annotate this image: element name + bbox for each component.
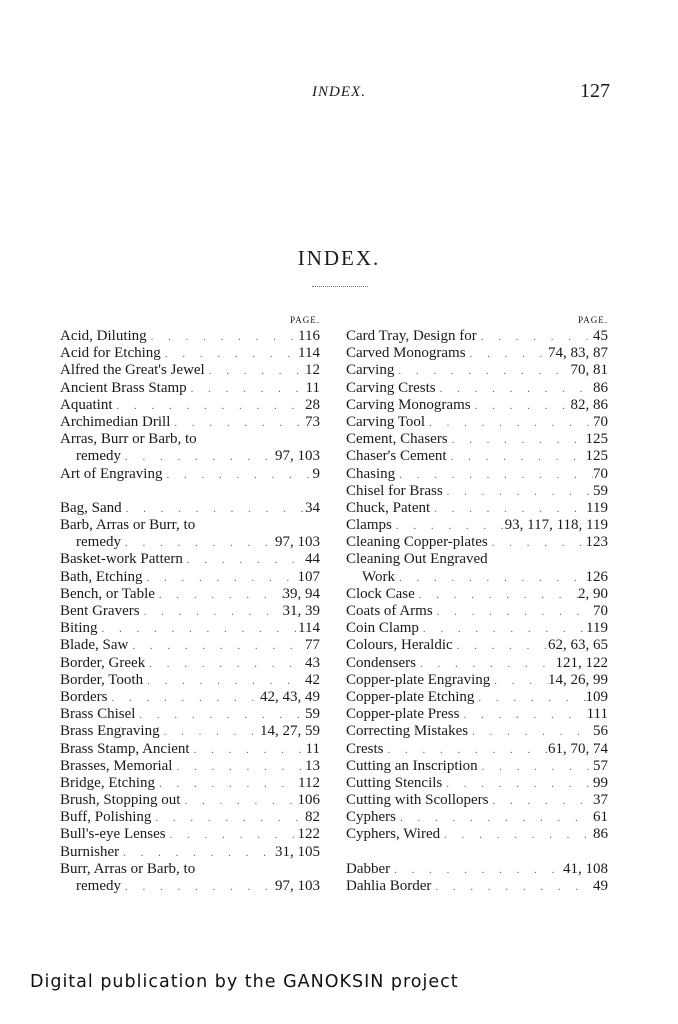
entry-pages: 49 bbox=[593, 878, 608, 894]
entry-pages: 61, 70, 74 bbox=[548, 740, 608, 757]
entry-pages: 106 bbox=[297, 792, 320, 809]
entry-label: Work bbox=[362, 568, 395, 585]
entry-label: remedy bbox=[76, 448, 121, 465]
entry-pages: 37 bbox=[593, 792, 608, 809]
index-entry bbox=[60, 500, 320, 517]
index-entry bbox=[60, 792, 320, 809]
index-entry bbox=[346, 861, 608, 878]
entry-label: Cement, Chasers bbox=[346, 431, 448, 448]
entry-label: Burnisher bbox=[60, 843, 120, 860]
entry-label: Cyphers, Wired bbox=[346, 826, 441, 843]
entry-label: Bent Gravers bbox=[60, 603, 140, 619]
dot-leader bbox=[433, 604, 593, 621]
index-entry bbox=[60, 775, 320, 792]
entry-pages: 61 bbox=[593, 809, 608, 826]
index-entry bbox=[60, 448, 320, 465]
entry-label: Dahlia Border bbox=[346, 878, 432, 894]
dot-leader bbox=[128, 638, 305, 655]
dot-leader bbox=[468, 724, 593, 741]
entry-pages: 86 bbox=[593, 379, 608, 396]
dot-leader bbox=[151, 810, 305, 827]
entry-pages: 70, 81 bbox=[570, 362, 608, 379]
dot-leader bbox=[474, 690, 585, 707]
dot-leader bbox=[143, 673, 305, 690]
entry-label: remedy bbox=[76, 534, 121, 551]
entry-pages: 82 bbox=[305, 809, 320, 826]
dot-leader bbox=[431, 879, 593, 896]
footer-credit: Digital publication by the GANOKSIN project bbox=[30, 972, 459, 992]
entry-pages: 43 bbox=[305, 654, 320, 671]
entry-label: Aquatint bbox=[60, 396, 113, 413]
entry-pages: 62, 63, 65 bbox=[548, 637, 608, 654]
entry-label: Clock Case bbox=[346, 585, 415, 602]
dot-leader bbox=[477, 329, 593, 346]
index-entry bbox=[60, 637, 320, 654]
entry-label: Condensers bbox=[346, 654, 416, 671]
entry-pages: 93, 117, 118, 119 bbox=[504, 517, 608, 534]
entry-label: Clamps bbox=[346, 517, 392, 534]
entry-label: Bench, or Table bbox=[60, 585, 155, 602]
entry-pages: 34 bbox=[305, 499, 320, 516]
dot-leader bbox=[161, 346, 298, 363]
entry-label: Cutting an Inscription bbox=[346, 757, 478, 774]
entry-pages: 121, 122 bbox=[555, 654, 608, 671]
index-entry bbox=[60, 328, 320, 345]
dot-leader bbox=[415, 587, 578, 604]
entry-pages: 125 bbox=[585, 448, 608, 465]
dot-leader bbox=[447, 449, 586, 466]
dot-leader bbox=[180, 793, 297, 810]
dot-leader bbox=[394, 363, 570, 380]
entry-pages: 70 bbox=[593, 465, 608, 482]
entry-label: Barb, Arras or Burr, to bbox=[60, 517, 196, 534]
index-entry bbox=[60, 620, 320, 637]
entry-label: Art of Engraving bbox=[60, 465, 163, 482]
entry-pages: 114 bbox=[298, 620, 320, 637]
index-entry bbox=[346, 603, 608, 620]
entry-pages: 2, 90 bbox=[578, 585, 608, 602]
index-entry bbox=[346, 741, 608, 758]
dot-leader bbox=[190, 742, 306, 759]
entry-label: Brass Chisel bbox=[60, 706, 136, 723]
dot-leader bbox=[98, 621, 299, 638]
entry-label: Coin Clamp bbox=[346, 620, 419, 637]
entry-label: Correcting Mistakes bbox=[346, 723, 469, 740]
index-entry bbox=[346, 500, 608, 517]
dot-leader bbox=[119, 845, 275, 862]
ornamental-rule bbox=[312, 286, 368, 287]
dot-leader bbox=[145, 656, 305, 673]
index-entry bbox=[346, 792, 608, 809]
index-entry bbox=[60, 809, 320, 826]
index-entry bbox=[346, 723, 608, 740]
entry-pages: 125 bbox=[585, 431, 608, 448]
dot-leader bbox=[143, 570, 298, 587]
entry-pages: 70 bbox=[593, 603, 608, 619]
dot-leader bbox=[430, 501, 586, 518]
dot-leader bbox=[488, 535, 586, 552]
entry-label: Cutting with Scollopers bbox=[346, 792, 489, 809]
dot-leader bbox=[471, 398, 571, 415]
entry-label: Copper-plate Engraving bbox=[346, 671, 491, 688]
dot-leader bbox=[121, 535, 275, 552]
index-entry bbox=[60, 397, 320, 414]
entry-label: Burr, Arras or Barb, to bbox=[60, 860, 196, 877]
dot-leader bbox=[448, 432, 586, 449]
index-entry bbox=[346, 483, 608, 500]
dot-leader bbox=[113, 398, 306, 415]
dot-leader bbox=[395, 467, 593, 484]
dot-leader bbox=[183, 552, 305, 569]
entry-pages: 73 bbox=[305, 413, 320, 430]
entry-label: Bridge, Etching bbox=[60, 774, 155, 791]
entry-label: Blade, Saw bbox=[60, 637, 129, 654]
dot-leader bbox=[419, 621, 586, 638]
entry-label: Bull's-eye Lenses bbox=[60, 826, 166, 843]
entry-pages: 11 bbox=[305, 740, 320, 757]
index-entry bbox=[346, 655, 608, 672]
dot-leader bbox=[170, 415, 305, 432]
index-entry bbox=[60, 844, 320, 861]
index-entry bbox=[346, 466, 608, 483]
entry-pages: 86 bbox=[593, 826, 608, 843]
index-entry bbox=[60, 431, 320, 448]
entry-label: Cleaning Copper-plates bbox=[346, 534, 488, 551]
entry-label: Chaser's Cement bbox=[346, 448, 447, 465]
entry-label: Colours, Heraldic bbox=[346, 637, 453, 654]
index-entry bbox=[60, 655, 320, 672]
entry-pages: 111 bbox=[586, 706, 608, 723]
index-entry bbox=[60, 826, 320, 843]
entry-label: Border, Greek bbox=[60, 654, 146, 671]
entry-label: Card Tray, Design for bbox=[346, 328, 477, 344]
entry-label: Acid, Diluting bbox=[60, 328, 147, 344]
index-entry bbox=[346, 414, 608, 431]
entry-label: Cutting Stencils bbox=[346, 774, 443, 791]
entry-label: Chasing bbox=[346, 465, 396, 482]
entry-label: Coats of Arms bbox=[346, 603, 433, 619]
entry-label: remedy bbox=[76, 878, 121, 894]
index-entry bbox=[60, 706, 320, 723]
section-gap bbox=[60, 483, 320, 500]
dot-leader bbox=[162, 467, 312, 484]
entry-label: Carving Tool bbox=[346, 413, 426, 430]
dot-leader bbox=[187, 381, 306, 398]
entry-label: Basket-work Pattern bbox=[60, 551, 183, 568]
entry-pages: 44 bbox=[305, 551, 320, 568]
index-entry bbox=[60, 689, 320, 706]
index-entry bbox=[60, 362, 320, 379]
dot-leader bbox=[396, 810, 593, 827]
entry-pages: 123 bbox=[585, 534, 608, 551]
index-column-left bbox=[60, 314, 320, 895]
entry-label: Brush, Stopping out bbox=[60, 792, 181, 809]
index-entry bbox=[346, 362, 608, 379]
index-entry bbox=[346, 706, 608, 723]
dot-leader bbox=[416, 656, 556, 673]
index-entry bbox=[346, 689, 608, 706]
index-entry bbox=[60, 414, 320, 431]
entry-pages: 39, 94 bbox=[282, 585, 320, 602]
dot-leader bbox=[395, 570, 586, 587]
index-entry bbox=[346, 637, 608, 654]
index-entry bbox=[60, 380, 320, 397]
entry-label: Ancient Brass Stamp bbox=[60, 379, 187, 396]
entry-pages: 114 bbox=[298, 345, 320, 362]
entry-pages: 82, 86 bbox=[570, 396, 608, 413]
dot-leader bbox=[478, 759, 593, 776]
index-entry bbox=[346, 517, 608, 534]
dot-leader bbox=[384, 742, 549, 759]
dot-leader bbox=[489, 793, 594, 810]
index-entry bbox=[60, 466, 320, 483]
entry-label: Brass Engraving bbox=[60, 723, 160, 740]
entry-pages: 14, 27, 59 bbox=[260, 723, 320, 740]
entry-label: Chisel for Brass bbox=[346, 482, 443, 499]
page-column-label: PAGE. bbox=[578, 315, 608, 325]
index-entry bbox=[60, 723, 320, 740]
dot-leader bbox=[205, 363, 305, 380]
dot-leader bbox=[392, 518, 505, 535]
entry-label: Brasses, Memorial bbox=[60, 757, 173, 774]
index-entry bbox=[346, 431, 608, 448]
entry-pages: 28 bbox=[305, 396, 320, 413]
entry-label: Carving bbox=[346, 362, 395, 379]
entry-pages: 70 bbox=[593, 413, 608, 430]
entry-pages: 116 bbox=[298, 328, 320, 344]
entry-pages: 31, 105 bbox=[275, 843, 320, 860]
entry-pages: 97, 103 bbox=[275, 448, 320, 465]
entry-label: Archimedian Drill bbox=[60, 413, 171, 430]
entry-pages: 99 bbox=[593, 774, 608, 791]
index-entry bbox=[60, 345, 320, 362]
index-entry bbox=[346, 397, 608, 414]
entry-pages: 59 bbox=[305, 706, 320, 723]
entry-label: Bath, Etching bbox=[60, 568, 143, 585]
dot-leader bbox=[121, 449, 275, 466]
index-entry bbox=[346, 380, 608, 397]
index-entry bbox=[346, 878, 608, 895]
entry-pages: 107 bbox=[297, 568, 320, 585]
index-entry bbox=[346, 775, 608, 792]
index-entry bbox=[60, 534, 320, 551]
entry-label: Brass Stamp, Ancient bbox=[60, 740, 190, 757]
index-entry bbox=[346, 534, 608, 551]
entry-label: Acid for Etching bbox=[60, 345, 161, 362]
entry-label: Bag, Sand bbox=[60, 499, 122, 516]
entry-pages: 11 bbox=[305, 379, 320, 396]
index-entry bbox=[60, 861, 320, 878]
entry-pages: 12 bbox=[305, 362, 320, 379]
entry-pages: 77 bbox=[305, 637, 320, 654]
index-entry bbox=[346, 809, 608, 826]
dot-leader bbox=[440, 827, 593, 844]
entry-pages: 13 bbox=[305, 757, 320, 774]
dot-leader bbox=[172, 759, 305, 776]
entry-label: Dabber bbox=[346, 860, 391, 877]
index-entry bbox=[60, 586, 320, 603]
index-entry bbox=[346, 448, 608, 465]
entry-label: Copper-plate Etching bbox=[346, 688, 475, 705]
entry-pages: 56 bbox=[593, 723, 608, 740]
entry-pages: 109 bbox=[585, 688, 608, 705]
entry-pages: 126 bbox=[585, 568, 608, 585]
dot-leader bbox=[108, 690, 261, 707]
dot-leader bbox=[140, 604, 283, 621]
dot-leader bbox=[443, 484, 593, 501]
entry-label: Carved Monograms bbox=[346, 345, 466, 362]
entry-pages: 14, 26, 99 bbox=[548, 671, 608, 688]
index-entry bbox=[346, 672, 608, 689]
entry-pages: 74, 83, 87 bbox=[548, 345, 608, 362]
entry-pages: 31, 39 bbox=[282, 603, 320, 619]
dot-leader bbox=[466, 346, 548, 363]
page-column-label: PAGE. bbox=[290, 315, 320, 325]
entry-label: Arras, Burr or Barb, to bbox=[60, 431, 197, 448]
entry-label: Cyphers bbox=[346, 809, 396, 826]
entry-pages: 9 bbox=[312, 465, 320, 482]
entry-pages: 122 bbox=[297, 826, 320, 843]
dot-leader bbox=[135, 707, 305, 724]
index-entry bbox=[346, 620, 608, 637]
entry-label: Border, Tooth bbox=[60, 671, 144, 688]
dot-leader bbox=[390, 862, 563, 879]
entry-pages: 119 bbox=[586, 499, 608, 516]
entry-pages: 112 bbox=[298, 774, 320, 791]
entry-pages: 119 bbox=[586, 620, 608, 637]
index-entry bbox=[346, 328, 608, 345]
dot-leader bbox=[155, 587, 283, 604]
index-entry bbox=[346, 569, 608, 586]
dot-leader bbox=[436, 381, 593, 398]
entry-label: Crests bbox=[346, 740, 384, 757]
entry-label: Cleaning Out Engraved bbox=[346, 551, 488, 568]
dot-leader bbox=[453, 638, 548, 655]
entry-pages: 42, 43, 49 bbox=[260, 688, 320, 705]
section-gap bbox=[346, 844, 608, 861]
index-heading: INDEX. bbox=[297, 246, 381, 270]
dot-leader bbox=[442, 776, 593, 793]
dot-leader bbox=[122, 501, 305, 518]
entry-label: Alfred the Great's Jewel bbox=[60, 362, 205, 379]
entry-label: Chuck, Patent bbox=[346, 499, 431, 516]
index-entry bbox=[60, 741, 320, 758]
index-entry bbox=[60, 603, 320, 620]
index-entry bbox=[346, 551, 608, 568]
running-title: INDEX. bbox=[312, 84, 366, 100]
entry-label: Carving Monograms bbox=[346, 396, 471, 413]
entry-pages: 45 bbox=[593, 328, 608, 344]
dot-leader bbox=[121, 879, 275, 896]
page-number: 127 bbox=[580, 80, 610, 102]
index-entry bbox=[60, 517, 320, 534]
dot-leader bbox=[490, 673, 548, 690]
entry-label: Biting bbox=[60, 620, 98, 637]
entry-label: Borders bbox=[60, 688, 108, 705]
index-entry bbox=[60, 551, 320, 568]
index-entry bbox=[346, 586, 608, 603]
index-entry bbox=[346, 826, 608, 843]
index-entry bbox=[60, 758, 320, 775]
dot-leader bbox=[425, 415, 593, 432]
entry-label: Buff, Polishing bbox=[60, 809, 152, 826]
entry-pages: 57 bbox=[593, 757, 608, 774]
index-column-right bbox=[346, 314, 608, 895]
entry-pages: 42 bbox=[305, 671, 320, 688]
entry-pages: 97, 103 bbox=[275, 534, 320, 551]
entry-label: Copper-plate Press bbox=[346, 706, 460, 723]
dot-leader bbox=[147, 329, 298, 346]
dot-leader bbox=[155, 776, 298, 793]
dot-leader bbox=[459, 707, 586, 724]
index-entry bbox=[346, 345, 608, 362]
dot-leader bbox=[160, 724, 260, 741]
entry-pages: 41, 108 bbox=[563, 860, 608, 877]
index-entry bbox=[60, 672, 320, 689]
entry-pages: 97, 103 bbox=[275, 878, 320, 894]
dot-leader bbox=[166, 827, 298, 844]
index-entry bbox=[60, 569, 320, 586]
entry-pages: 59 bbox=[593, 482, 608, 499]
index-entry bbox=[60, 878, 320, 895]
index-entry bbox=[346, 758, 608, 775]
entry-label: Carving Crests bbox=[346, 379, 436, 396]
